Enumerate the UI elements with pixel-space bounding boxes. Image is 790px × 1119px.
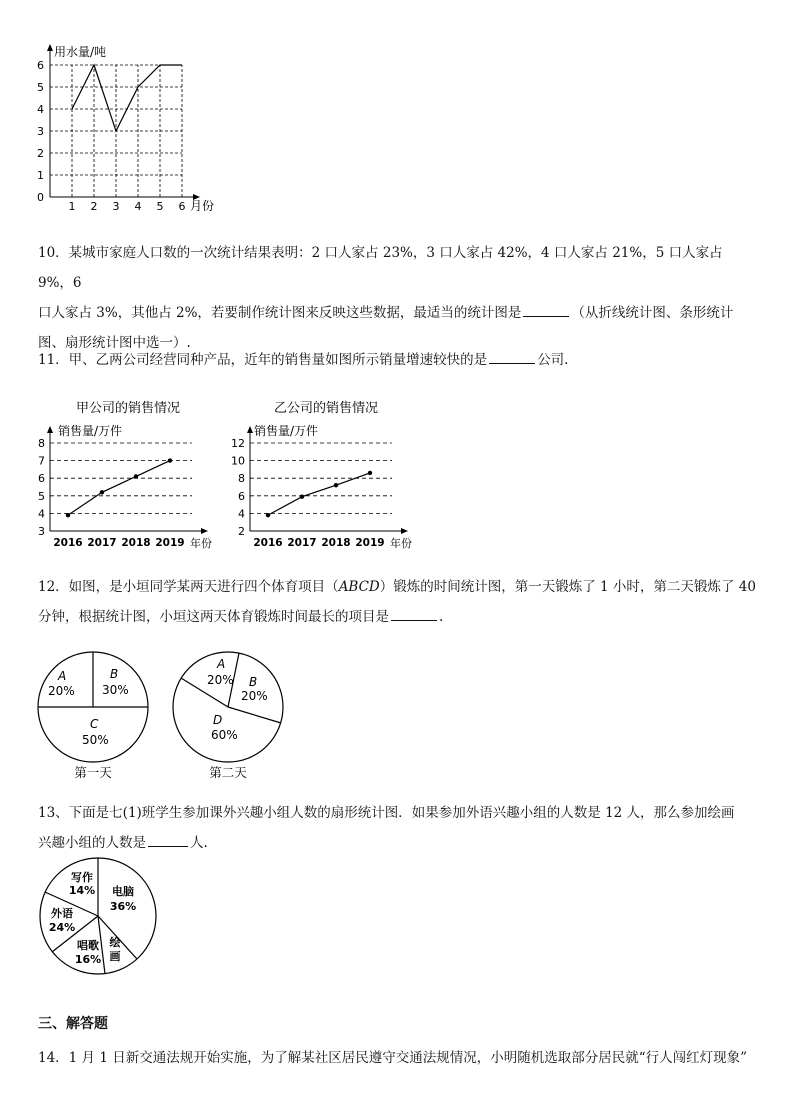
q12-line1a: 12．如图，是小垣同学某两天进行四个体育项目（ xyxy=(38,579,339,595)
company-b-y-arrow xyxy=(247,426,253,433)
q14-line1: 14．1 月 1 日新交通法规开始实施，为了解某社区居民遵守交通法规情况，小明随机选取部分居民就“行人闯红灯现象” xyxy=(38,1050,748,1066)
company-b-x-arrow xyxy=(401,528,408,534)
q11-text-a: 11．甲、乙两公司经营同种产品，近年的销售量如图所示销量增速较快的是 xyxy=(38,352,488,368)
ca-y-tick: 6 xyxy=(38,472,45,486)
ca-x-tick: 2018 xyxy=(121,537,151,549)
water-usage-series-line xyxy=(72,65,182,131)
company-a-title: 甲公司的销售情况 xyxy=(75,401,181,416)
company-b-title: 乙公司的销售情况 xyxy=(273,401,379,416)
q10-line2a: 口人家占 3%，其他占 2%，若要制作统计图来反映这些数据，最适当的统计图是 xyxy=(38,305,522,321)
day2-slice-b-label: B xyxy=(249,675,258,689)
question-11 xyxy=(38,345,760,375)
company-b-chart xyxy=(224,392,424,552)
company-a-x-label: 年份 xyxy=(190,537,212,550)
cb-point xyxy=(266,513,270,517)
interest-group-pie-chart xyxy=(38,856,166,978)
cb-x-tick: 2018 xyxy=(321,537,351,549)
cb-y-tick: 6 xyxy=(238,489,245,503)
cb-point xyxy=(334,483,338,487)
day1-slice-b-value: 30% xyxy=(102,683,129,697)
q12-line2a: 分钟，根据统计图，小垣这两天体育锻炼时间最长的项目是 xyxy=(38,609,389,625)
cb-y-tick: 10 xyxy=(231,454,245,468)
water-usage-x-tick: 6 xyxy=(178,200,186,213)
cb-point xyxy=(368,471,372,475)
cb-x-tick: 2017 xyxy=(287,537,317,549)
water-usage-x-tick: 3 xyxy=(112,200,120,213)
company-b-series-line xyxy=(268,473,370,515)
section-3-heading: 三、解答题 xyxy=(38,1016,108,1032)
company-a-y-arrow xyxy=(47,426,53,433)
cb-x-tick: 2016 xyxy=(253,537,283,549)
company-a-y-label: 销售量/万件 xyxy=(58,424,123,438)
q11-text-b: 公司. xyxy=(537,352,569,368)
ca-y-tick: 5 xyxy=(38,489,45,503)
water-usage-y-tick: 5 xyxy=(37,81,44,94)
interest-slice-singing-label: 唱歌 xyxy=(77,939,99,952)
interest-slice-writing-label: 写作 xyxy=(71,871,93,884)
ca-x-tick: 2017 xyxy=(87,537,117,549)
ca-y-tick: 4 xyxy=(38,507,45,521)
company-a-series-line xyxy=(68,461,170,516)
q11-answer-blank[interactable] xyxy=(489,347,535,364)
q12-line2b: . xyxy=(439,609,444,625)
day2-slice-a-label: A xyxy=(217,657,226,671)
day1-slice-a-label: A xyxy=(58,669,67,683)
interest-slice-computer-label: 电脑 xyxy=(112,885,134,898)
company-b-ticks xyxy=(231,437,385,549)
day1-slice-a-value: 20% xyxy=(48,684,75,698)
company-b-y-label: 销售量/万件 xyxy=(254,424,319,438)
day2-caption: 第二天 xyxy=(209,765,247,780)
ca-point xyxy=(134,474,138,478)
cb-y-tick: 8 xyxy=(238,472,245,486)
company-a-chart xyxy=(28,392,224,552)
q13-line2b: 人. xyxy=(190,835,208,851)
interest-slice-painting-label-1: 绘 xyxy=(109,936,121,949)
ca-y-tick: 8 xyxy=(38,437,45,450)
water-usage-x-tick: 5 xyxy=(156,200,164,213)
day2-divider-bd xyxy=(228,707,281,723)
question-10 xyxy=(38,238,760,358)
company-b-x-label: 年份 xyxy=(390,537,412,550)
question-13 xyxy=(38,798,760,858)
water-usage-x-tick: 4 xyxy=(134,200,142,213)
ca-y-tick: 7 xyxy=(38,454,45,468)
water-usage-y-tick: 4 xyxy=(37,103,44,116)
company-b-grid xyxy=(250,443,392,513)
q12-answer-blank[interactable] xyxy=(391,604,437,621)
cb-y-tick: 4 xyxy=(238,507,245,521)
company-a-ticks xyxy=(38,437,185,549)
q12-abcd: ABCD xyxy=(338,579,380,595)
ca-point xyxy=(66,513,70,517)
interest-slice-foreign-label: 外语 xyxy=(51,907,73,920)
day2-slice-a-value: 20% xyxy=(207,673,234,687)
interest-slice-painting-label-2: 画 xyxy=(109,950,121,963)
water-usage-x-tick: 2 xyxy=(90,200,98,213)
ca-point xyxy=(100,490,104,494)
q13-line2a: 兴趣小组的人数是 xyxy=(38,835,146,851)
water-usage-y-tick: 3 xyxy=(37,125,44,138)
ca-x-tick: 2016 xyxy=(53,537,83,549)
day2-slice-d-value: 60% xyxy=(211,728,238,742)
water-usage-y-tick: 2 xyxy=(37,147,44,160)
water-usage-y-tick: 0 xyxy=(37,191,44,204)
day2-slice-d-label: D xyxy=(213,713,223,727)
water-usage-x-label: 月份 xyxy=(190,199,215,213)
interest-slice-singing-value: 16% xyxy=(74,953,102,966)
ca-y-tick: 3 xyxy=(38,525,45,538)
q10-line3: 图、扇形统计图中选一）. xyxy=(38,335,191,351)
interest-slice-writing-value: 14% xyxy=(68,884,96,897)
q13-line1: 13、下面是七(1)班学生参加课外兴趣小组人数的扇形统计图．如果参加外语兴趣小组的人数是 12 人，那么参加绘画 xyxy=(38,805,735,821)
question-14 xyxy=(38,1043,760,1073)
ca-x-tick: 2019 xyxy=(155,537,185,549)
ca-point xyxy=(168,458,172,462)
water-usage-y-tick: 6 xyxy=(37,59,44,72)
water-usage-ticks xyxy=(37,59,186,213)
water-usage-y-label: 用水量/吨 xyxy=(54,45,107,59)
company-a-x-arrow xyxy=(201,528,208,534)
day1-slice-b-label: B xyxy=(110,667,119,681)
cb-y-tick: 2 xyxy=(238,525,245,538)
day1-slice-c-value: 50% xyxy=(82,733,109,747)
day1-slice-c-label: C xyxy=(90,717,99,731)
q10-answer-blank[interactable] xyxy=(523,300,569,317)
day2-pie-chart xyxy=(171,650,287,785)
interest-slice-foreign-value: 24% xyxy=(48,921,76,934)
water-usage-y-tick: 1 xyxy=(37,169,44,182)
water-usage-y-arrow xyxy=(47,44,53,51)
day1-pie-chart xyxy=(36,650,152,785)
interest-slice-computer-value: 36% xyxy=(109,900,137,913)
question-12 xyxy=(38,572,760,632)
company-a-grid xyxy=(50,443,192,513)
day2-slice-b-value: 20% xyxy=(241,689,268,703)
water-usage-chart xyxy=(28,40,228,215)
q10-line2b: （从折线统计图、条形统计 xyxy=(571,305,734,321)
q10-line1: 10．某城市家庭人口数的一次统计结果表明：2 口人家占 23%，3 口人家占 42%，4 口人家占 21%，5 口人家占 9%，6 xyxy=(38,245,723,291)
cb-point xyxy=(300,494,304,498)
water-usage-x-tick: 1 xyxy=(68,200,76,213)
q12-line1b: ）锻炼的时间统计图，第一天锻炼了 1 小时，第二天锻炼了 40 xyxy=(379,579,756,595)
q13-answer-blank[interactable] xyxy=(148,830,188,847)
day1-caption: 第一天 xyxy=(74,765,112,780)
cb-x-tick: 2019 xyxy=(355,537,385,549)
cb-y-tick: 12 xyxy=(231,437,245,450)
